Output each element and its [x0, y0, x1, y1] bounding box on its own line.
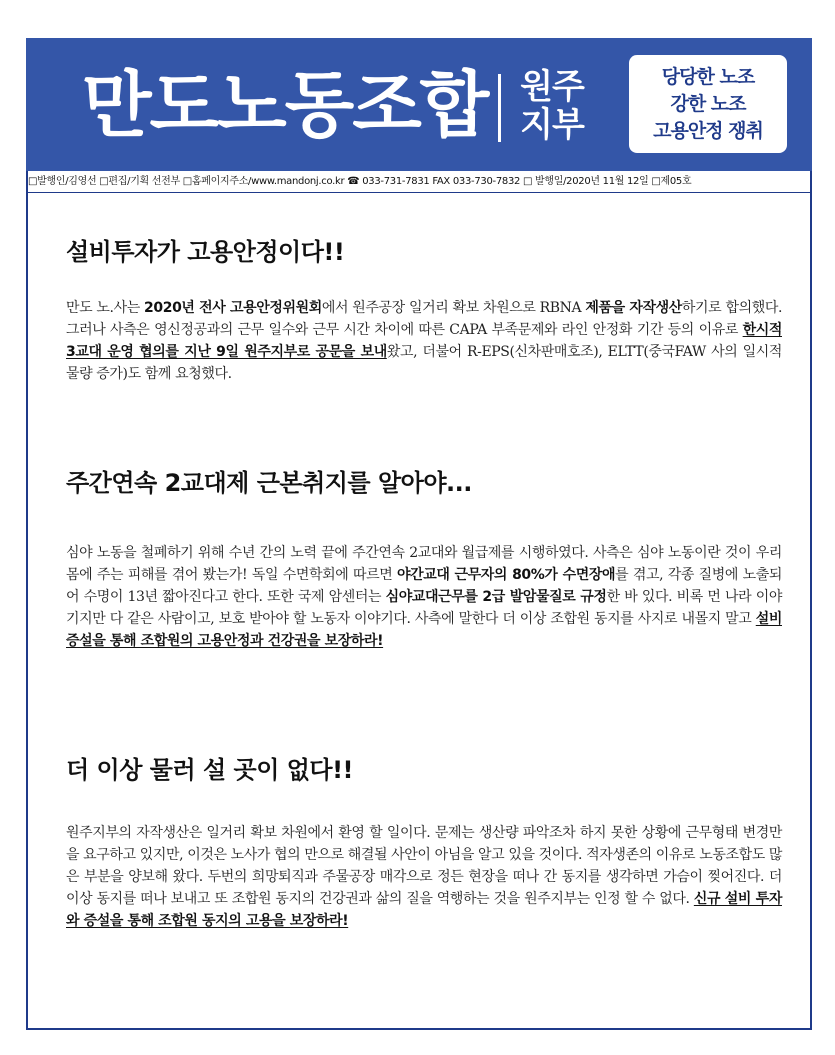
branch-line-2: 지부	[520, 105, 584, 145]
s3-underline-1: 신규 설비 투자와 증설을 통해 조합원 동지의 고용을 보장하라!	[66, 891, 782, 929]
section-2-body	[66, 542, 782, 652]
masthead-divider	[498, 74, 501, 142]
section-2-heading: 주간연속 2교대제 근본취지를 알아야...	[66, 469, 472, 497]
branch-line-1: 원주	[520, 67, 584, 107]
s1-underline-1: 한시적 3교대 운영 협의를 지난 9일 원주지부로 공문을 보내	[66, 322, 782, 360]
union-name-title: 만도노동조합	[82, 63, 488, 147]
s1-bold-1: 2020년 전사 고용안정위원회	[144, 300, 322, 316]
s1-text-3: 하기로 합의했다. 그러나 사측은 영신정공과의 근무 일수와 근무 시간 차이에 따른 CAPA 부족문제와 라인 안정화 기간 등의 이유로	[66, 300, 783, 338]
s2-bold-2: 심야교대근무를 2급 발암물질로 규정	[385, 589, 607, 605]
s2-bold-1: 야간교대 근무자의 80%가 수면장애	[396, 567, 616, 583]
s1-text-2: 에서 원주공장 일거리 확보 차원으로 RBNA	[321, 300, 586, 316]
s3-text-1: 원주지부의 자작생산은 일거리 확보 차원에서 환영 할 일이다. 문제는 생산량 파악조차 하지 못한 상황에 근무형태 변경만을 요구하고 있지만, 이것은 노사가 협의 만으로 해결될 사안이 아님을 알고 있을 것이다. 적자생존의 이유로 노동조합도 많은 부분을 양보해 왔다. 두번의 희망퇴직과 주물공장 매각으로 정든 현장을 떠나 간 동지를 생각하면 가슴이 찢어진다. 더 이상 동지를 떠나 보내고 또 조합원 동지의 건강권과 삶의 질을 역행하는 것을 원주지부는 인정 할 수 없다.	[66, 825, 782, 907]
slogan-1: 당당한 노조	[661, 65, 755, 88]
s1-text-1: 만도 노.사는	[66, 300, 145, 316]
s2-text-3: 한 바 있다. 비록 먼 나라 이야기지만 다 같은 사람이고, 보호 받아야 할 노동자 이야기다. 사측에 말한다 더 이상 조합원 동지를 사지로 내몰지 말고	[66, 589, 782, 627]
section-3-body	[66, 822, 782, 932]
section-1-heading: 설비투자가 고용안정이다!!	[66, 238, 345, 266]
s2-underline-1: 설비 증설을 통해 조합원의 고용안정과 건강권을 보장하라!	[66, 611, 782, 649]
branch-name	[512, 68, 592, 144]
section-3-heading: 더 이상 물러 설 곳이 없다!!	[66, 756, 354, 784]
s1-bold-2: 제품을 자작생산	[585, 300, 682, 316]
slogan-2: 강한 노조	[670, 92, 746, 115]
s2-text-1: 심야 노동을 철폐하기 위해 수년 간의 노력 끝에 주간연속 2교대와 월급제를 시행하였다. 사측은 심야 노동이란 것이 우리 몸에 주는 피해를 겪어 봤는가! 독일 수면학회에 따르면	[66, 545, 782, 583]
masthead	[26, 38, 812, 171]
section-1-body	[66, 297, 782, 385]
s1-text-4: 왔고, 더불어 R-EPS(신차판매호조), ELTT(중국FAW 사의 일시적 물량 증가)도 함께 요청했다.	[66, 344, 782, 382]
publication-info-bar: □발행인/김영선 □편집/기획 선전부 □홈페이지주소/www.mandonj.co.kr ☎ 033-731-7831 FAX 033-730-7832 □ 발행일/2020년 11월 12일 □제05호	[28, 176, 692, 187]
slogan-3: 고용안정 쟁취	[653, 119, 763, 142]
s2-text-2: 를 겪고, 각종 질병에 노출되어 수명이 13년 짧아진다고 한다. 또한 국제 암센터는	[66, 567, 782, 605]
info-divider	[26, 192, 812, 193]
slogan-box	[629, 55, 787, 153]
